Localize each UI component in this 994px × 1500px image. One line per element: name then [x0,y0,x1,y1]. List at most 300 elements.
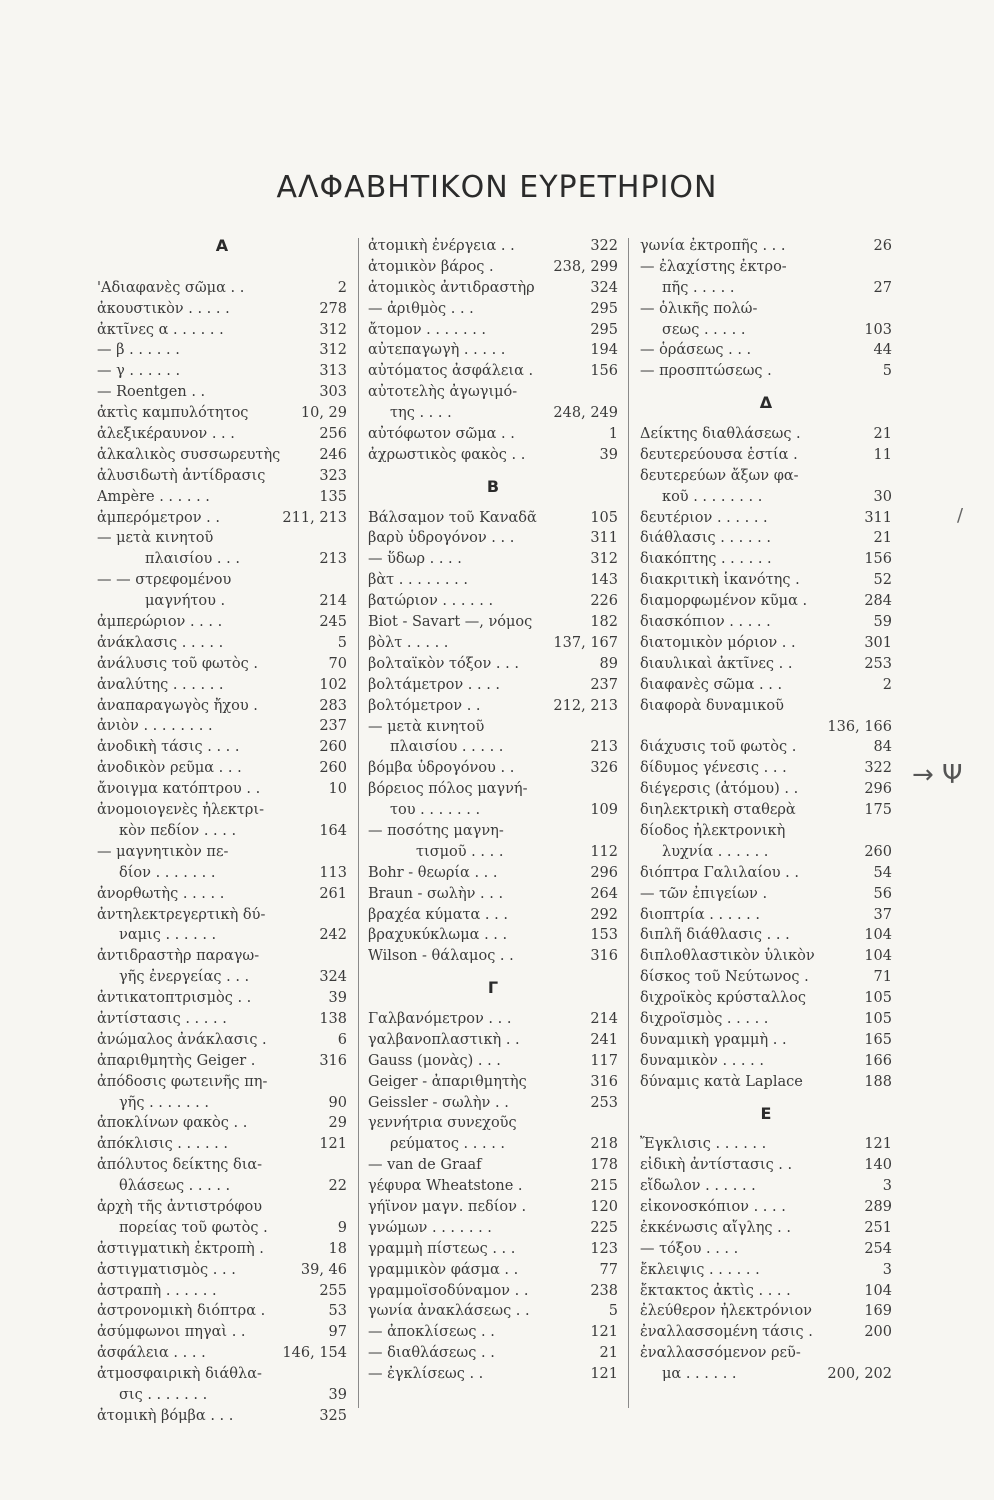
entry-term: Βάλσαμον τοῦ Καναδᾶ [368,509,537,526]
entry-term: ἀντικατοπτρισμὸς . . [97,990,252,1007]
entry-term: — β . . . . . . [97,342,180,359]
entry-page-number: 253 [590,1094,618,1111]
entry-term: βόρειος πόλος μαγνή- [368,781,528,798]
index-entry [640,1364,892,1385]
index-entry [368,905,618,926]
entry-page-number [889,299,892,320]
entry-term: βολτάμετρον . . . . [368,676,501,693]
section-letter: Ε [760,1103,772,1123]
entry-term: βολταϊκὸν τόξον . . . [368,655,519,672]
index-entry [97,1218,347,1239]
index-entry [640,1260,892,1281]
index-entry [640,445,892,466]
entry-page-number: 260 [864,843,892,860]
entry-page-number [344,528,347,549]
index-entry [368,946,618,967]
entry-term: — ἐγκλίσεως . . [368,1366,484,1383]
index-entry [368,1009,618,1030]
index-entry [368,800,618,821]
index-entry [97,570,347,591]
entry-page-number: 137, 167 [553,634,618,651]
entry-term: δίδυμος γένεσις . . . [640,760,787,777]
entry-term: της . . . . [390,405,452,422]
entry-term: ἄνοιγμα κατόπτρου . . [97,781,261,798]
entry-page-number: 9 [337,1219,347,1236]
entry-page-number: 261 [319,885,347,902]
entry-term: διχροϊσμὸς . . . . . [640,1010,769,1027]
entry-term: ἀνώμαλος ἀνάκλασις . [97,1031,267,1048]
entry-term: δύναμις κατὰ Laplace [640,1073,803,1090]
entry-term: αὐτεπαγωγὴ . . . . . [368,342,506,359]
entry-term: ἀρχὴ τῆς ἀντιστρόφου [97,1198,263,1215]
entry-page-number: 215 [590,1178,618,1195]
entry-page-number: 164 [319,822,347,839]
entry-term: — τῶν ἐπιγείων . [640,885,768,902]
entry-page-number: 238 [590,1282,618,1299]
entry-page-number: 169 [864,1303,892,1320]
entry-page-number: 39 [328,1386,347,1403]
entry-term: ρεύματος . . . . . [390,1136,506,1153]
entry-page-number: 153 [590,927,618,944]
entry-term: ἀντίστασις . . . . . [97,1010,227,1027]
index-entry [368,863,618,884]
entry-page-number: 175 [864,802,892,819]
entry-term: διπλῆ διάθλασις . . . [640,927,790,944]
entry-page-number: 289 [864,1199,892,1215]
index-entry [640,1218,892,1239]
entry-term: — ὁλικῆς πολώ- [640,300,758,317]
entry-page-number: 284 [864,593,892,610]
entry-page-number: 311 [864,509,892,526]
entry-term: Ἔγκλισις . . . . . . [640,1136,767,1153]
entry-term: διαυλικαὶ ἀκτῖνες . . [640,655,793,672]
index-entry [97,591,347,612]
index-entry [97,278,347,299]
index-entry [368,528,618,549]
entry-term: ἄτομον . . . . . . . [368,321,487,338]
entry-term: διηλεκτρικὴ σταθερὰ [640,802,796,819]
entry-page-number [889,1343,892,1364]
index-entry [368,717,618,738]
entry-term: ἔκλειψις . . . . . . [640,1261,760,1278]
index-entry [368,1176,618,1197]
index-entry [97,549,347,570]
index-entry [97,361,347,382]
entry-page-number: 5 [608,1303,618,1320]
index-entry [368,1051,618,1072]
entry-page-number: 260 [319,760,347,777]
entry-term: ἀτομικὴ βόμβα . . . [97,1407,234,1424]
entry-page-number: 214 [319,593,347,610]
entry-term: ἀτομικὸν βάρος . [368,258,494,275]
index-entry [97,821,347,842]
index-entry [640,654,892,675]
entry-page-number: 213 [319,551,347,568]
index-entry [640,299,892,320]
entry-page-number: 30 [873,488,892,505]
index-entry [368,340,618,361]
index-entry [640,528,892,549]
entry-term: σεως . . . . . [662,321,746,338]
entry-term: εἰκονοσκόπιον . . . . [640,1199,786,1215]
entry-term: βὰτ . . . . . . . . [368,572,468,589]
entry-term: ἀσύμφωνοι πηγαὶ . . [97,1324,246,1341]
index-entry [368,612,618,633]
entry-term: γέφυρα Wheatstone . [368,1178,523,1195]
entry-page-number: 10, 29 [300,405,347,422]
entry-page-number: 105 [864,1010,892,1027]
entry-term: κοῦ . . . . . . . . [662,488,763,505]
index-entry [368,1030,618,1051]
index-entry [368,299,618,320]
entry-page-number: 11 [873,446,892,463]
entry-page-number: 2 [882,676,892,693]
entry-term: αὐτοτελὴς ἀγωγιμό- [368,384,518,401]
index-entry [97,1009,347,1030]
entry-page-number: 178 [590,1157,618,1174]
entry-page-number [889,821,892,842]
index-entry [97,340,347,361]
index-entry [368,1218,618,1239]
entry-page-number [344,570,347,591]
entry-term: πορείας τοῦ φωτὸς . [119,1219,268,1236]
entry-term: ἐναλλασσόμενον ρεῦ- [640,1345,801,1362]
entry-page-number [344,1072,347,1093]
entry-page-number: 102 [319,676,347,693]
entry-term: Gauss (μονὰς) . . . [368,1052,501,1069]
entry-term: ἀτομικὴ ἐνέργεια . . [368,238,515,254]
column-separator [628,238,629,1408]
entry-page-number: 278 [319,300,347,317]
index-entry [97,716,347,737]
index-entry [97,508,347,529]
entry-term: ἐλεύθερον ἠλεκτρόνιον [640,1303,812,1320]
entry-page-number: 39 [328,990,347,1007]
entry-page-number: 254 [864,1240,892,1257]
entry-page-number [344,1155,347,1176]
index-entry [97,675,347,696]
index-entry [97,612,347,633]
entry-term: διακόπτης . . . . . . [640,551,772,568]
index-entry [368,1281,618,1302]
entry-term: — ὁράσεως . . . [640,342,752,359]
index-entry [368,236,618,257]
index-entry [640,1030,892,1051]
entry-page-number: 212, 213 [553,697,618,714]
index-entry [640,1281,892,1302]
entry-term: του . . . . . . . [390,802,481,819]
index-entry [640,278,892,299]
index-entry [368,570,618,591]
index-entry [640,612,892,633]
entry-term: βραχυκύκλωμα . . . [368,927,508,944]
index-entry [368,403,618,424]
index-entry [640,487,892,508]
index-entry [97,403,347,424]
entry-page-number: 104 [864,927,892,944]
entry-page-number: 113 [319,864,347,881]
entry-term: ναμις . . . . . . [119,927,217,944]
index-entry [368,1322,618,1343]
entry-page-number: 121 [590,1366,618,1383]
entry-page-number: 260 [319,739,347,756]
index-entry [368,1343,618,1364]
entry-page-number: 241 [590,1031,618,1048]
entry-term: δίον . . . . . . . [119,864,216,881]
index-entry [97,445,347,466]
index-entry [368,925,618,946]
entry-page-number [344,842,347,863]
entry-term: διάθλασις . . . . . . [640,530,771,547]
index-entry [640,905,892,926]
index-entry [640,1134,892,1155]
entry-term: διόπτρα Γαλιλαίου . . [640,864,799,881]
entry-term: τισμοῦ . . . . [416,843,504,860]
entry-term: ἀλυσιδωτὴ ἀντίδρασις [97,467,266,484]
entry-page-number: 121 [319,1136,347,1153]
entry-page-number: 54 [873,864,892,881]
entry-page-number: 323 [319,467,347,484]
entry-page-number: 2 [337,279,347,296]
entry-page-number: 248, 249 [553,405,618,422]
entry-page-number: 18 [328,1240,347,1257]
entry-page-number: 39 [599,446,618,463]
entry-page-number: 200 [864,1324,892,1341]
entry-page-number: 324 [590,279,618,296]
index-entry [97,1385,347,1406]
entry-page-number [889,466,892,487]
index-entry [368,737,618,758]
entry-page-number: 213 [590,739,618,756]
entry-page-number [615,779,618,800]
entry-term: δευτέριον . . . . . . [640,509,768,526]
index-entry [97,299,347,320]
entry-page-number: 296 [590,864,618,881]
entry-page-number: 105 [864,990,892,1007]
index-entry [640,1301,892,1322]
entry-page-number: 103 [864,321,892,338]
entry-page-number: 120 [590,1199,618,1215]
index-entry [640,925,892,946]
index-entry [368,257,618,278]
entry-page-number: 194 [590,342,618,359]
entry-term: δευτερεύων ἄξων φα- [640,467,799,484]
entry-term: βολτόμετρον . . [368,697,481,714]
entry-page-number: 312 [319,321,347,338]
index-entry [640,946,892,967]
entry-term: ἀνάλυσις τοῦ φωτὸς . [97,655,258,672]
index-entry [640,1072,892,1093]
entry-page-number: 5 [882,363,892,380]
entry-term: ἀσφάλεια . . . . [97,1345,206,1362]
entry-term: μα . . . . . . [662,1366,737,1383]
entry-page-number: 123 [590,1240,618,1257]
entry-term: Γαλβανόμετρον . . . [368,1010,512,1027]
index-entry [368,1072,618,1093]
index-entry [368,696,618,717]
entry-page-number: 104 [864,1282,892,1299]
entry-page-number: 97 [328,1324,347,1341]
entry-term: δίοδος ἠλεκτρονικὴ [640,822,786,839]
entry-term: διασκόπιον . . . . . [640,614,771,631]
entry-page-number [344,946,347,967]
entry-page-number [889,257,892,278]
index-entry [97,1197,347,1218]
entry-term [662,717,824,738]
index-entry [640,1343,892,1364]
entry-term: δευτερεύουσα ἑστία . [640,446,798,463]
entry-page-number: 311 [590,530,618,547]
entry-term: γνώμων . . . . . . . [368,1219,492,1236]
entry-page-number: 21 [599,1345,618,1362]
entry-page-number: 71 [873,969,892,986]
entry-term: — — στρεφομένου [97,572,232,589]
entry-term: — van de Graaf [368,1157,482,1174]
entry-term: ἀλεξικέραυνον . . . [97,426,235,443]
index-entry [97,528,347,549]
section-letter: Β [486,476,500,496]
entry-page-number: 325 [319,1407,347,1424]
entry-term: γῆς . . . . . . . [119,1094,210,1111]
index-entry [97,863,347,884]
index-entry [640,466,892,487]
index-entry [640,1051,892,1072]
entry-page-number: 135 [319,488,347,505]
entry-page-number: 316 [319,1052,347,1069]
entry-page-number: 218 [590,1136,618,1153]
index-entry [640,257,892,278]
entry-page-number: 200, 202 [827,1366,892,1383]
handwritten-slash-mark: / [957,505,964,526]
entry-page-number: 5 [337,634,347,651]
index-entry [368,1113,618,1134]
index-entry [368,1134,618,1155]
index-entry [97,633,347,654]
entry-page-number: 3 [882,1261,892,1278]
entry-term: ἀνομοιογενὲς ἠλεκτρι- [97,802,264,819]
index-entry [640,821,892,842]
index-entry [97,737,347,758]
index-entry [640,696,892,717]
entry-page-number: 326 [590,760,618,777]
index-entry [368,884,618,905]
entry-page-number: 237 [590,676,618,693]
entry-term: εἰδικὴ ἀντίστασις . . [640,1157,793,1174]
entry-page-number: 225 [590,1219,618,1236]
entry-term: ἀναπαραγωγὸς ἤχου . [97,697,258,714]
index-entry [640,717,892,738]
entry-page-number: 312 [590,551,618,568]
entry-page-number: 26 [873,238,892,254]
entry-term: ἀμπερόμετρον . . [97,509,220,526]
entry-term: γεννήτρια συνεχοῦς [368,1115,517,1132]
index-entry [368,842,618,863]
entry-term: — ἐλαχίστης ἐκτρο- [640,258,787,275]
index-entry [368,445,618,466]
index-entry [97,696,347,717]
index-entry [368,654,618,675]
entry-page-number: 105 [590,509,618,526]
entry-term: δυναμικὸν . . . . . [640,1052,764,1069]
entry-term: ἀστιγματισμὸς . . . [97,1261,236,1278]
entry-page-number: 251 [864,1219,892,1236]
entry-term: — διαθλάσεως . . [368,1345,495,1362]
entry-page-number: 214 [590,1010,618,1027]
entry-term: ἀνιὸν . . . . . . . . [97,718,213,735]
entry-term: λυχνία . . . . . . [662,843,769,860]
index-entry [640,633,892,654]
entry-term: ἀντηλεκτρεγερτικὴ δύ- [97,906,266,923]
entry-term: Geissler - σωλὴν . . [368,1094,509,1111]
entry-term: — Roentgen . . [97,384,206,401]
entry-page-number: 22 [328,1178,347,1195]
entry-page-number: 121 [864,1136,892,1153]
entry-page-number: 313 [319,363,347,380]
entry-page-number: 39, 46 [300,1261,347,1278]
entry-term: Geiger - ἀπαριθμητὴς [368,1073,527,1090]
index-entry [368,278,618,299]
index-entry [640,800,892,821]
entry-term: Biot - Savart —, νόμος [368,614,533,631]
index-entry [640,988,892,1009]
index-entry [368,1301,618,1322]
index-entry [97,1051,347,1072]
entry-term: — μαγνητικὸν πε- [97,843,229,860]
entry-page-number: 316 [590,1073,618,1090]
entry-page-number: 188 [864,1073,892,1090]
index-entry [640,737,892,758]
entry-term: ἀνοδικὸν ρεῦμα . . . [97,760,242,777]
entry-page-number: 52 [873,572,892,589]
entry-page-number: 143 [590,572,618,589]
entry-page-number: 296 [864,781,892,798]
entry-term: σις . . . . . . . [119,1386,208,1403]
index-entry [97,842,347,863]
entry-term: διοπτρία . . . . . . [640,906,761,923]
entry-page-number: 10 [328,781,347,798]
entry-term: διέγερσις (ἀτόμου) . . [640,781,799,798]
entry-term: Bohr - θεωρία . . . [368,864,498,881]
entry-term: ἀστιγματικὴ ἐκτροπὴ . [97,1240,264,1257]
entry-page-number: 246 [319,446,347,463]
index-entry [97,1239,347,1260]
index-column-3 [640,236,892,1385]
entry-page-number: 156 [864,551,892,568]
entry-term: ἀπόκλισις . . . . . . [97,1136,229,1153]
entry-term: — ἀριθμὸς . . . [368,300,474,317]
entry-term: — γ . . . . . . [97,363,181,380]
entry-page-number: 324 [319,969,347,986]
index-entry [368,591,618,612]
entry-page-number: 264 [590,885,618,902]
entry-page-number: 44 [873,342,892,359]
index-entry [640,570,892,591]
index-entry [97,424,347,445]
entry-page-number: 182 [590,614,618,631]
handwritten-margin-mark: → Ψ [912,760,963,790]
entry-page-number: 37 [873,906,892,923]
entry-page-number: 322 [864,760,892,777]
index-column-1 [97,236,347,1427]
entry-term: ἀπόλυτος δείκτης δια- [97,1157,263,1174]
index-entry [368,633,618,654]
entry-term: βατώριον . . . . . . [368,593,494,610]
entry-page-number: 255 [319,1282,347,1299]
index-entry [97,1093,347,1114]
entry-term: — ἀποκλίσεως . . [368,1324,495,1341]
entry-page-number [615,1113,618,1134]
entry-page-number [344,1197,347,1218]
